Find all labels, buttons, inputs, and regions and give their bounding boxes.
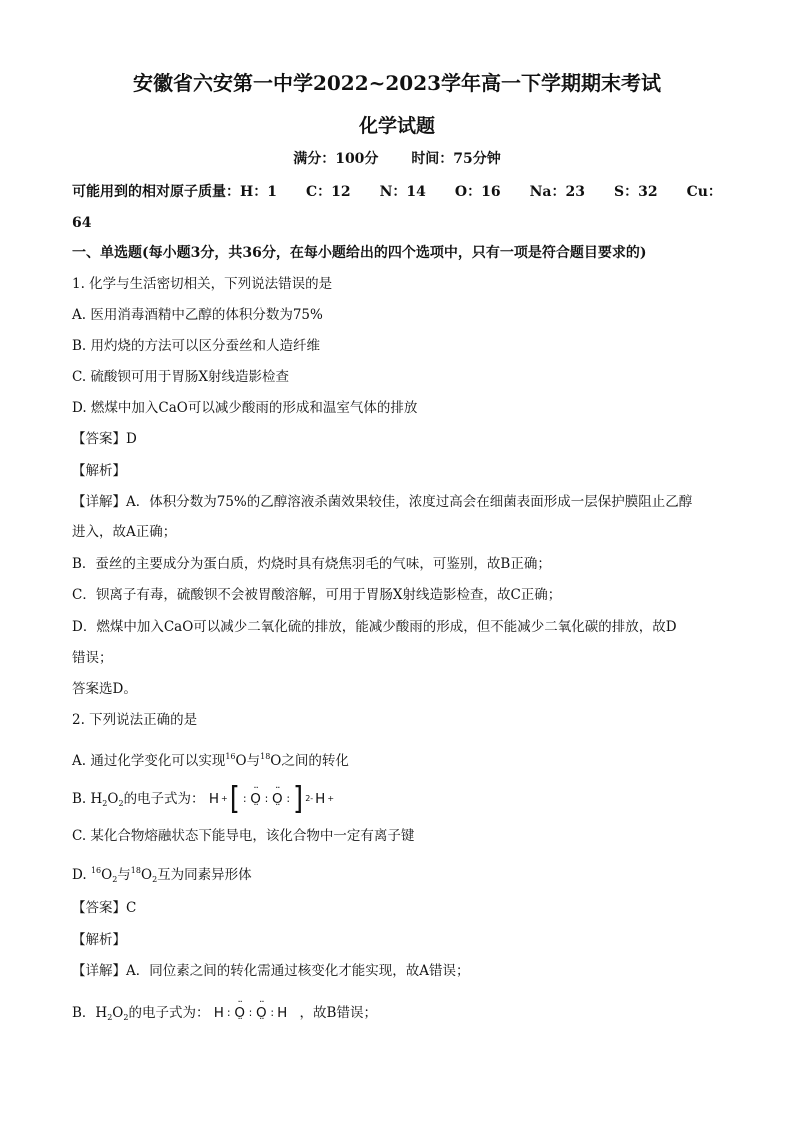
electron-formula-covalent: H : ·· O ·· : ·· O ·· : H xyxy=(214,1004,287,1022)
exam-subtitle: 化学试题 xyxy=(358,115,435,137)
detail-line: C．钡离子有毒，硫酸钡不会被胃酸溶解，可用于胃肠X射线造影检查，故C正确； xyxy=(72,587,562,603)
option-d: D. 燃煤中加入CaO可以减少酸雨的形成和温室气体的排放 xyxy=(72,400,418,416)
detail-line: 错误； xyxy=(72,650,113,666)
exam-title: 安徽省六安第一中学2022~2023学年高一下学期期末考试 xyxy=(132,71,662,95)
atomic-mass-item: Na：23 xyxy=(529,184,585,200)
detail-line: 答案选D。 xyxy=(72,681,137,697)
analysis-label: 【解析】 xyxy=(72,463,126,479)
atomic-mass-item: S：32 xyxy=(614,184,658,200)
option-a: A. 通过化学变化可以实现$^{16}$O与$^{18}$O之间的转化 xyxy=(72,752,349,769)
option-c: C. 某化合物熔融状态下能导电，该化合物中一定有离子键 xyxy=(72,828,415,844)
answer-label: 【答案】D xyxy=(72,431,137,447)
atomic-mass-item: O：16 xyxy=(454,184,501,200)
option-d: D. $^{16}O_2$与$^{18}O_2$互为同素异形体 xyxy=(72,866,252,884)
option-b: B. $H_2O_2$的电子式为： H + [ : ·· O ·· : ·· O ·· : ] 2- H + xyxy=(72,790,334,813)
atomic-mass-label: 可能用到的相对原子质量：H：1 xyxy=(72,184,277,200)
electron-formula-ionic: H + [ : ·· O ·· : ·· O ·· : ] 2- H + xyxy=(209,790,334,808)
question-stem: 2. 下列说法正确的是 xyxy=(72,712,198,728)
analysis-label: 【解析】 xyxy=(72,932,126,948)
detail-line: D．燃煤中加入CaO可以减少二氧化硫的排放，能减少酸雨的形成，但不能减少二氧化碳的排放，故D xyxy=(72,619,677,635)
time-text: 时间：75分钟 xyxy=(411,151,501,167)
section-heading: 一、单选题(每小题3分，共36分，在每小题给出的四个选项中，只有一项是符合题目要求的) xyxy=(72,245,647,261)
option-b: B. 用灼烧的方法可以区分蚕丝和人造纤维 xyxy=(72,338,321,354)
atomic-mass-item: N：14 xyxy=(379,184,426,200)
atomic-mass-item: C：12 xyxy=(305,184,351,200)
detail-line: 进入，故A正确； xyxy=(72,524,177,540)
question-stem: 1. 化学与生活密切相关，下列说法错误的是 xyxy=(72,276,333,292)
detail-line: B．蚕丝的主要成分为蛋白质，灼烧时具有烧焦羽毛的气味，可鉴别，故B正确； xyxy=(72,556,551,572)
detail-line: B．$H_2O_2$的电子式为： H : ·· O ·· : ·· O ·· : H ，故B错误； xyxy=(72,1004,377,1027)
atomic-mass-wrap: 64 xyxy=(72,215,92,231)
atomic-mass-line xyxy=(72,183,722,201)
score-text: 满分：100分 xyxy=(293,151,379,167)
atomic-mass-item: Cu： xyxy=(686,184,722,200)
exam-meta xyxy=(0,150,794,168)
answer-label: 【答案】C xyxy=(72,900,137,916)
detail-line: 【详解】A．同位素之间的转化需通过核变化才能实现，故A错误； xyxy=(72,963,470,979)
option-c: C. 硫酸钡可用于胃肠X射线造影检查 xyxy=(72,369,290,385)
detail-line: 【详解】A．体积分数为75%的乙醇溶液杀菌效果较佳，浓度过高会在细菌表面形成一层保护膜阻止乙醇 xyxy=(72,494,693,510)
option-a: A. 医用消毒酒精中乙醇的体积分数为75% xyxy=(72,307,323,323)
